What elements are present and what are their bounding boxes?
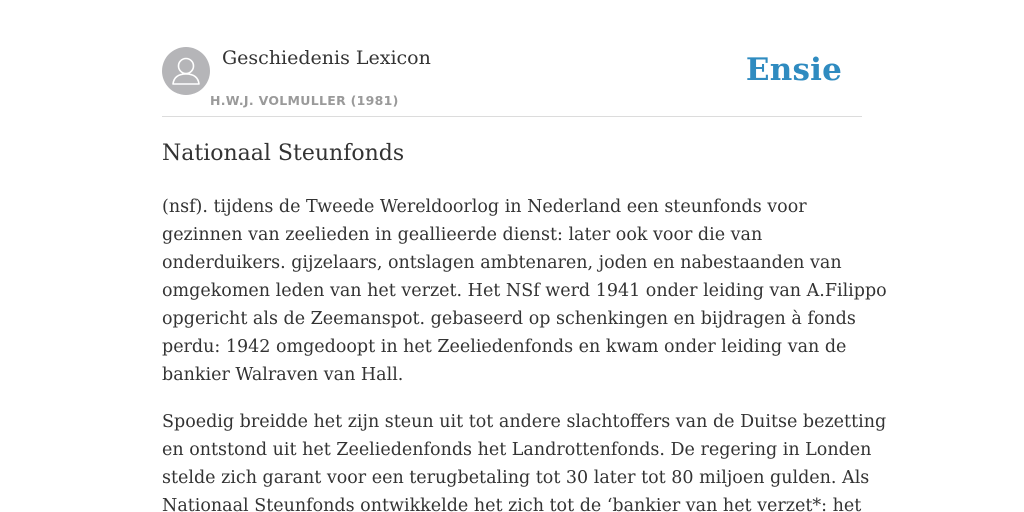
user-silhouette-icon [162,47,210,95]
article-title: Nationaal Steunfonds [162,141,405,166]
paragraph-line: Nationaal Steunfonds ontwikkelde het zich tot de ‘bankier van het verzet*: het [162,496,862,512]
article-paragraph [162,408,887,512]
paragraph-line: Spoedig breidde het zijn steun uit tot andere slachtoffers van de Duitse bezetting [162,412,887,432]
source-header [162,46,862,117]
paragraph-line: opgericht als de Zeemanspot. gebaseerd op schenkingen en bijdragen à fonds [162,309,856,329]
source-avatar[interactable] [162,47,210,95]
paragraph-line: perdu: 1942 omgedoopt in het Zeeliedenfonds en kwam onder leiding van de [162,337,847,357]
article-body [162,193,887,512]
paragraph-line: en ontstond uit het Zeeliedenfonds het Landrottenfonds. De regering in Londen [162,440,872,460]
source-title[interactable]: Geschiedenis Lexicon [222,47,431,69]
paragraph-line: (nsf). tijdens de Tweede Wereldoorlog in Nederland een steunfonds voor [162,197,807,217]
paragraph-line: onderduikers. gijzelaars, ontslagen ambtenaren, joden en nabestaanden van [162,253,842,273]
paragraph-line: omgekomen leden van het verzet. Het NSf werd 1941 onder leiding van A.Filippo [162,281,887,301]
paragraph-line: bankier Walraven van Hall. [162,365,404,385]
brand-logo[interactable]: Ensie [745,52,842,88]
paragraph-line: gezinnen van zeelieden in geallieerde dienst: later ook voor die van [162,225,763,245]
article-paragraph [162,193,887,389]
paragraph-line: stelde zich garant voor een terugbetaling tot 30 later tot 80 miljoen gulden. Als [162,468,870,488]
source-author[interactable]: H.W.J. VOLMULLER (1981) [210,93,399,108]
